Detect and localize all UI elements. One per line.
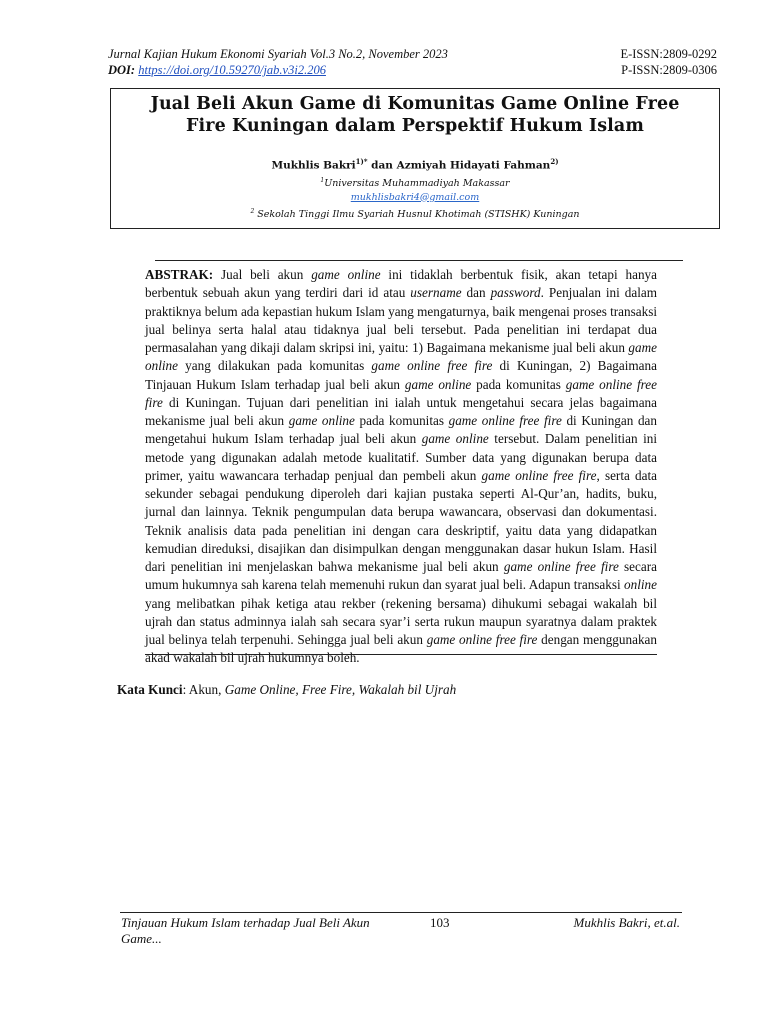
author-1: Mukhlis Bakri: [271, 159, 356, 172]
doi-link[interactable]: https://doi.org/10.59270/jab.v3i2.206: [138, 63, 326, 77]
title-box: [110, 88, 720, 229]
keywords-label: Kata Kunci: [117, 682, 183, 697]
author-line: Mukhlis Bakri$^{1)*}$ dan Azmiyah Hidayati Fahman$^{2)}$: [271, 157, 559, 172]
page-number: 103: [430, 915, 450, 930]
pissn: P-ISSN:2809-0306: [621, 63, 717, 77]
abstract-top-rule: [155, 260, 683, 261]
paper-title: Jual Beli Akun Game di Komunitas Game Online Free Fire Kuningan dalam Perspektif Hukum Islam: [150, 94, 680, 136]
eissn: E-ISSN:2809-0292: [620, 47, 717, 61]
doi-label: DOI:: [108, 63, 136, 77]
author-2: Azmiyah Hidayati Fahman: [396, 159, 551, 172]
doi-line: [108, 62, 326, 78]
footer-authors: Mukhlis Bakri, et.al.: [573, 915, 680, 930]
abstract: ABSTRAK: Jual beli akun game online ini tidaklah berbentuk fisik, akan tetapi hanya berbentuk sebuah akun yang terdiri dari id atau username dan password. Penjualan ini dalam praktiknya belum ada kepastian hukum Islam yang mengaturnya, baik mengenai proses transaksi jual belinya serta halal atau tidaknya jual beli tersebut. Pada penelitian ini terdapat dua permasalahan yang dikaji dalam skripsi ini, yaitu: 1) Bagaimana mekanisme jual beli akun game online yang dilakukan pada komunitas game online free fire di Kuningan, 2) Bagaimana Tinjauan Hukum Islam terhadap jual beli akun game online pada komunitas game online free fire di Kuningan. Tujuan dari penelitian ini ialah untuk mengetahui secara jelas bagaimana mekanisme jual beli akun game online pada komunitas game online free fire di Kuningan dan mengetahui hukum Islam terhadap jual beli akun game online tersebut. Dalam penelitian ini metode yang digunakan adalah metode kualitatif. Sumber data yang digunakan berupa data primer, yaitu wawancara terhadap penjual dan pembeli akun game online free fire, serta data sekunder sebagai pendukung diperoleh dari kajian pustaka seperti Al-Qur’an, hadits, buku, jurnal dan lainnya. Teknik pengumpulan data berupa wawancara, observasi dan dokumentasi. Teknik analisis data pada penelitian ini dengan cara deskriptif, yaitu data yang didapatkan kemudian direduksi, disajikan dan disimpulkan dengan menggunakan dasar hukun Islam. Hasil dari penelitian ini menjelaskan bahwa mekanisme jual beli akun game online free fire secara umum hukumnya sah karena telah memenuhi rukun dan syarat jual beli. Adapun transaksi online yang melibatkan pihak ketiga atau rekber (rekening bersama) dihukumi sebagai wakalah bil ujrah dan status adminnya ialah sah secara syar’i serta rukun maupun syaratnya dalam praktek jual belinya telah terpenuhi. Sehingga jual beli akun game online free fire dengan menggunakan akad wakalah bil ujrah hukumnya boleh.: [145, 267, 657, 666]
journal-name: Jurnal Kajian Hukum Ekonomi Syariah Vol.3 No.2, November 2023: [108, 47, 448, 61]
footer-running-title: Tinjauan Hukum Islam terhadap Jual Beli Akun Game...: [121, 915, 370, 946]
affiliation-1: $^1$Universitas Muhammadiyah Makassar: [320, 176, 510, 189]
footer-rule: [120, 912, 682, 913]
keywords-terms: Game Online, Free Fire, Wakalah bil Ujrah: [224, 682, 457, 697]
keywords: Kata Kunci: Akun, Game Online, Free Fire, Wakalah bil Ujrah: [117, 682, 457, 697]
author-email[interactable]: mukhlisbakri4@gmail.com: [350, 191, 480, 203]
abstract-bottom-rule: [145, 654, 657, 655]
affiliation-2: $^2$ Sekolah Tinggi Ilmu Syariah Husnul Khotimah (STISHK) Kuningan: [250, 207, 580, 220]
abstract-label: ABSTRAK:: [145, 267, 214, 282]
